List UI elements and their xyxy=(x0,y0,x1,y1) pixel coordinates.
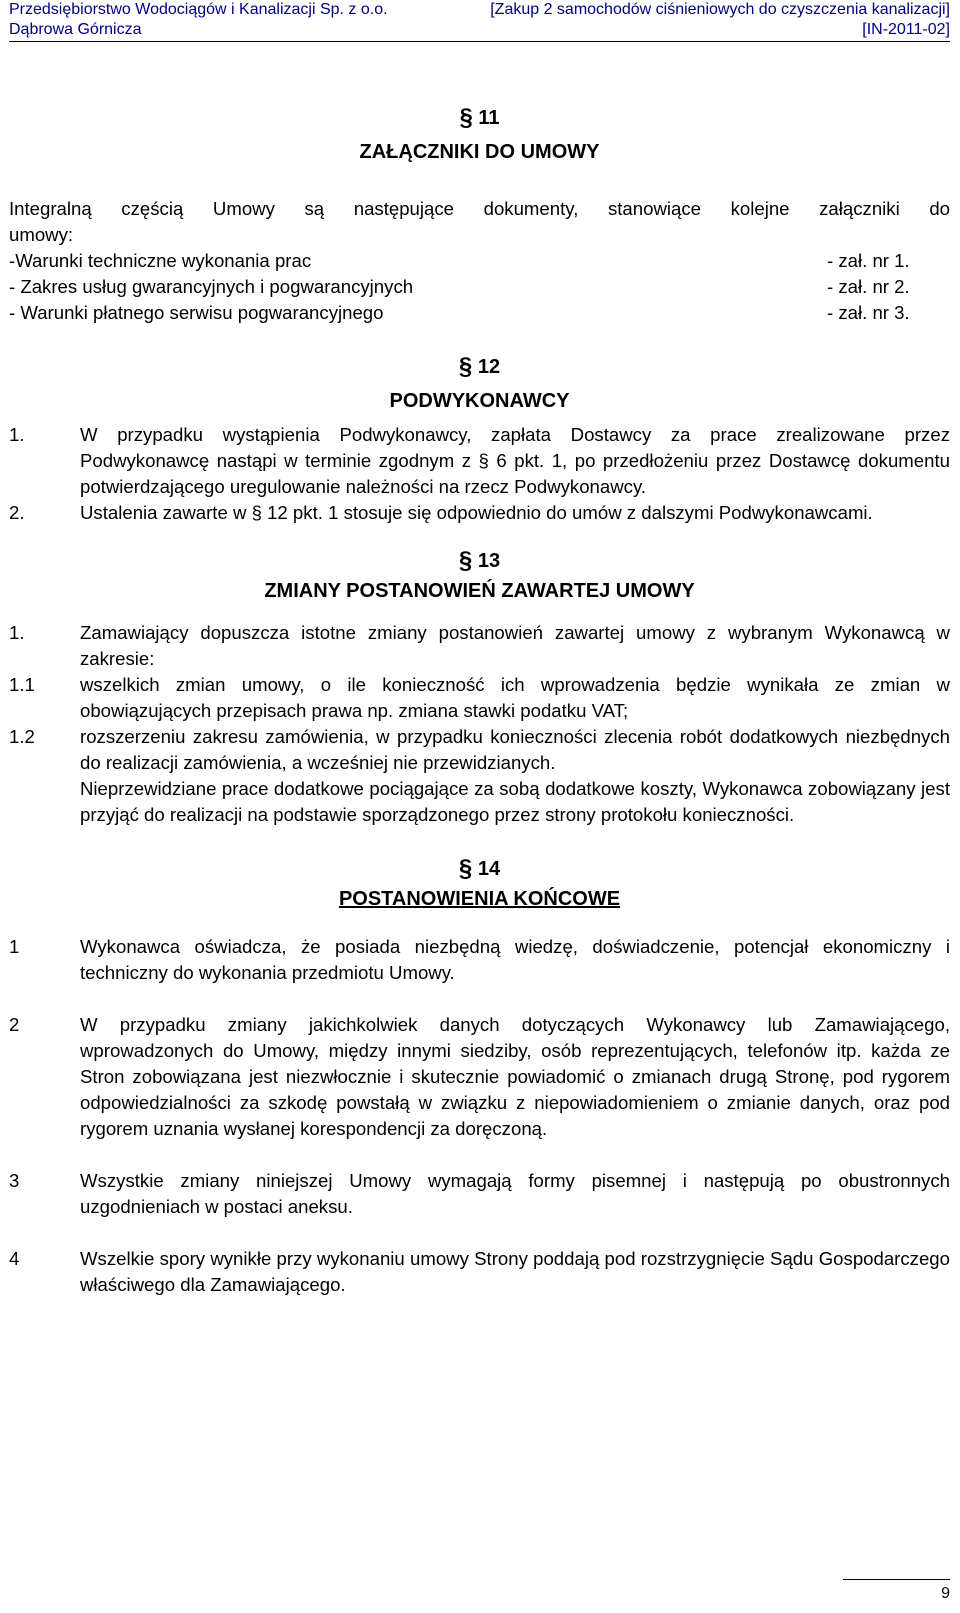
section-12-item-2: 2. Ustalenia zawarte w § 12 pkt. 1 stosuje się odpowiednio do umów z dalszymi Podwykonawcami. xyxy=(9,502,873,523)
section-13-item: 1.1 wszelkich zmian umowy, o ile konieczność ich wprowadzenia będzie wynikała ze zmian w obowiązujących przepisach prawa np. zmiana stawki podatku VAT; xyxy=(9,674,950,721)
section-title-13: ZMIANY POSTANOWIEŃ ZAWARTEJ UMOWY xyxy=(264,580,695,602)
section-14-item: 4 Wszelkie spory wynikłe przy wykonaniu umowy Strony poddają pod rozstrzygnięcie Sądu Gospodarczego właściwego dla Zamawiającego. xyxy=(9,1248,950,1295)
attachment-item: - Warunki płatnego serwisu pogwarancyjnego - zał. nr 3. xyxy=(9,302,910,323)
section-12-item-1: 1. W przypadku wystąpienia Podwykonawcy, zapłata Dostawcy za prace zrealizowane przez Podwykonawcę nastąpi w terminie zgodnym z § 6 pkt. 1, po przedłożeniu przez Dostawcę dokumentu potwierdzającego uregulowanie należności na rzecz Podwykonawcy. xyxy=(9,424,950,497)
footer-divider xyxy=(843,1579,950,1580)
section-number-11: § 11 xyxy=(459,104,500,131)
section-13-item: 1. Zamawiający dopuszcza istotne zmiany postanowień zawartej umowy z wybranym Wykonawcą w zakresie: xyxy=(9,622,950,669)
attachment-item: -Warunki techniczne wykonania prac - zał. nr 1. xyxy=(9,250,910,271)
attachment-list xyxy=(9,248,950,326)
section-13-continuation: Nieprzewidziane prace dodatkowe pociągające za sobą dodatkowe koszty, Wykonawca zobowiązany jest przyjąć do realizacji na podstawie sporządzonego przez strony protokołu konieczności. xyxy=(80,778,950,825)
section-14-item: 1 Wykonawca oświadcza, że posiada niezbędną wiedzę, doświadczenie, potencjał ekonomiczny i techniczny do wykonania przedmiotu Umowy. xyxy=(9,936,950,983)
header-reference: [IN-2011-02] xyxy=(862,21,950,38)
page-header xyxy=(9,0,950,40)
section-title-11: ZAŁĄCZNIKI DO UMOWY xyxy=(359,141,600,163)
section-title-12: PODWYKONAWCY xyxy=(389,390,570,412)
attachment-item: - Zakres usług gwarancyjnych i pogwarancyjnych - zał. nr 2. xyxy=(9,276,910,297)
header-divider xyxy=(9,41,950,42)
section-number-14: § 14 xyxy=(458,855,501,882)
header-subject: [Zakup 2 samochodów ciśnieniowych do czyszczenia kanalizacji] xyxy=(490,1,950,18)
document-body xyxy=(9,103,950,1298)
header-company: Przedsiębiorstwo Wodociągów i Kanalizacji Sp. z o.o. xyxy=(9,1,388,18)
page-number: 9 xyxy=(941,1585,950,1602)
section-14-item: 2 W przypadku zmiany jakichkolwiek danych dotyczących Wykonawcy lub Zamawiającego, wprowadzonych do Umowy, między innymi siedziby, osób reprezentujących, telefonów itp. każda ze Stron zobowiązana jest niezwłocznie i skutecznie powiadomić o zmianach drugą Stronę, pod rygorem odpowiedzialności za szkodę powstałą w związku z niepowiadomieniem o zmianie danych, oraz pod rygorem uznania wysłanej korespondencji za doręczoną. xyxy=(9,1014,950,1139)
section-number-13: § 13 xyxy=(458,547,501,574)
section-number-12: § 12 xyxy=(458,353,501,380)
section-11-intro: Integralną częścią Umowy są następujące dokumenty, stanowiące kolejne załączniki do umowy: xyxy=(9,198,950,245)
section-13-item: 1.2 rozszerzeniu zakresu zamówienia, w przypadku konieczności zlecenia robót dodatkowych niezbędnych do realizacji zamówienia, a wcześniej nie przewidzianych. xyxy=(9,726,950,773)
section-14-item: 3 Wszystkie zmiany niniejszej Umowy wymagają formy pisemnej i następują po obustronnych uzgodnieniach w postaci aneksu. xyxy=(9,1170,950,1217)
header-city: Dąbrowa Górnicza xyxy=(9,21,142,38)
section-title-14: POSTANOWIENIA KOŃCOWE xyxy=(338,888,621,910)
